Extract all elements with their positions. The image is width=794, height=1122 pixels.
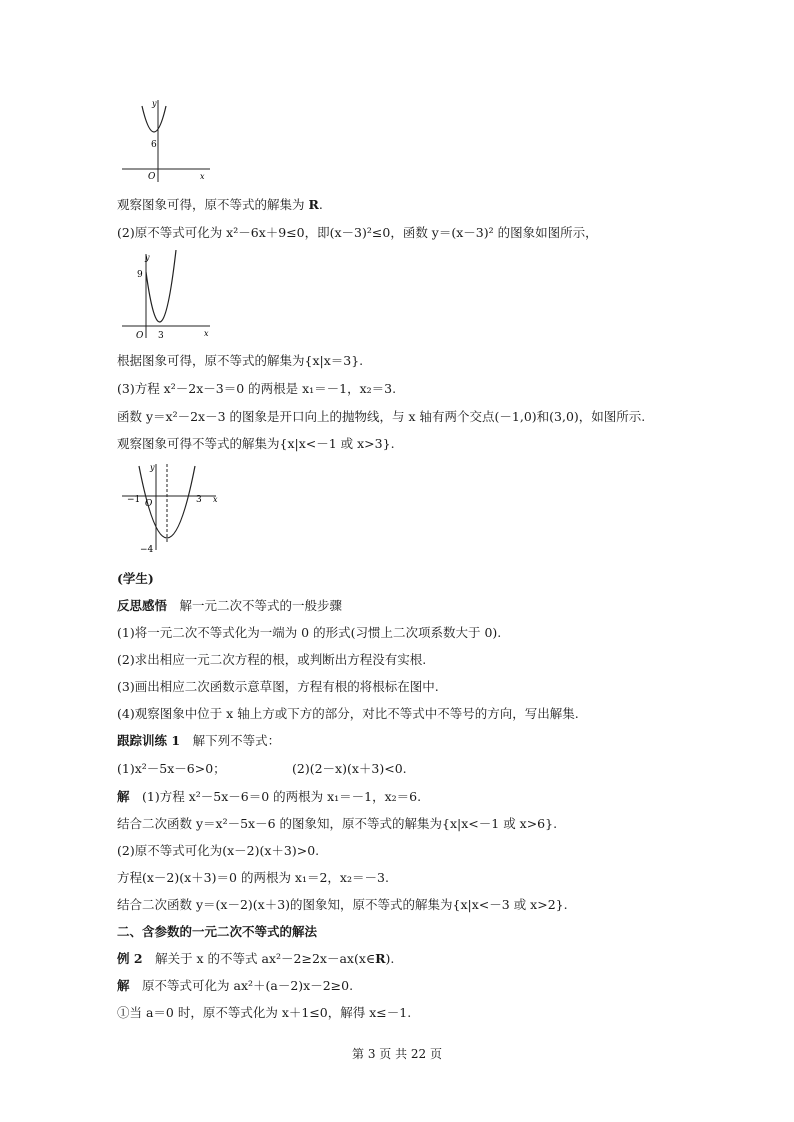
y-intercept-label: 9 [137,270,143,280]
text-line: 例 2 解关于 x 的不等式 ax²－2≥2x－ax(x∈R). [117,951,395,966]
text-line: (2)原不等式可化为 x²－6x＋9≤0，即(x－3)²≤0，函数 y＝(x－3)² 的图象如图所示， [117,225,598,240]
origin-label: O [136,331,144,341]
text-line: (2)原不等式可化为(x－2)(x＋3)>0. [117,843,320,858]
text-line: ①当 a＝0 时，原不等式化为 x＋1≤0，解得 x≤－1. [117,1005,412,1020]
text-line: (1)将一元二次不等式化为一端为 0 的形式(习惯上二次项系数大于 0). [117,625,502,640]
y-axis-label: y [145,253,150,262]
parabola-graph-3 [118,460,224,556]
text-line: (3)方程 x²－2x－3＝0 的两根是 x₁＝－1，x₂＝3. [117,381,397,396]
y-axis-label: y [152,99,157,108]
text-line: 观察图象可得，原不等式的解集为 R. [117,197,323,212]
x-axis-label: x [200,172,205,181]
text-line: (学生) [117,571,154,586]
parabola-graph-1 [118,96,218,186]
text-line: 反思感悟 解一元二次不等式的一般步骤 [117,598,343,613]
text-line: 观察图象可得不等式的解集为{x|x<－1 或 x>3}. [117,436,395,451]
left-root-label: −1 [127,495,141,505]
parabola-graph-2 [118,250,218,342]
y-intercept-label: 6 [151,140,157,150]
text-line: 解 原不等式可化为 ax²＋(a－2)x－2≥0. [117,978,354,993]
text-line: 方程(x－2)(x＋3)＝0 的两根为 x₁＝2，x₂＝－3. [117,870,389,885]
page-footer: 第 3 页 共 22 页 [352,1047,442,1061]
origin-label: O [148,172,156,182]
text-line: 解 (1)方程 x²－5x－6＝0 的两根为 x₁＝－1，x₂＝6. [117,789,422,804]
right-root-label: 3 [196,495,202,505]
y-axis-label: y [150,463,155,472]
text-line: (3)画出相应二次函数示意草图，方程有根的将根标在图中. [117,679,439,694]
origin-label: O [145,499,153,509]
y-intercept-label: −4 [140,545,154,555]
x-axis-label: x [204,329,209,338]
root-label: 3 [158,331,164,341]
section-heading: 二、含参数的一元二次不等式的解法 [117,924,318,939]
text-line: 结合二次函数 y＝x²－5x－6 的图象知，原不等式的解集为{x|x<－1 或 x>6}. [117,816,558,831]
text-line: 函数 y＝x²－2x－3 的图象是开口向上的抛物线，与 x 轴有两个交点(－1,0)和(3,0)，如图所示. [117,409,646,424]
text-line: 结合二次函数 y＝(x－2)(x＋3)的图象知，原不等式的解集为{x|x<－3 或 x>2}. [117,897,568,912]
text-line: (4)观察图象中位于 x 轴上方或下方的部分，对比不等式中不等号的方向，写出解集. [117,706,579,721]
x-axis-label: x [213,495,218,504]
text-line: (2)求出相应一元二次方程的根，或判断出方程没有实根. [117,652,427,667]
text-line: 根据图象可得，原不等式的解集为{x|x＝3}. [117,353,364,368]
text-line: (1)x²－5x－6>0； (2)(2－x)(x＋3)<0. [117,761,407,776]
text-line: 跟踪训练 1 解下列不等式： [117,733,281,748]
